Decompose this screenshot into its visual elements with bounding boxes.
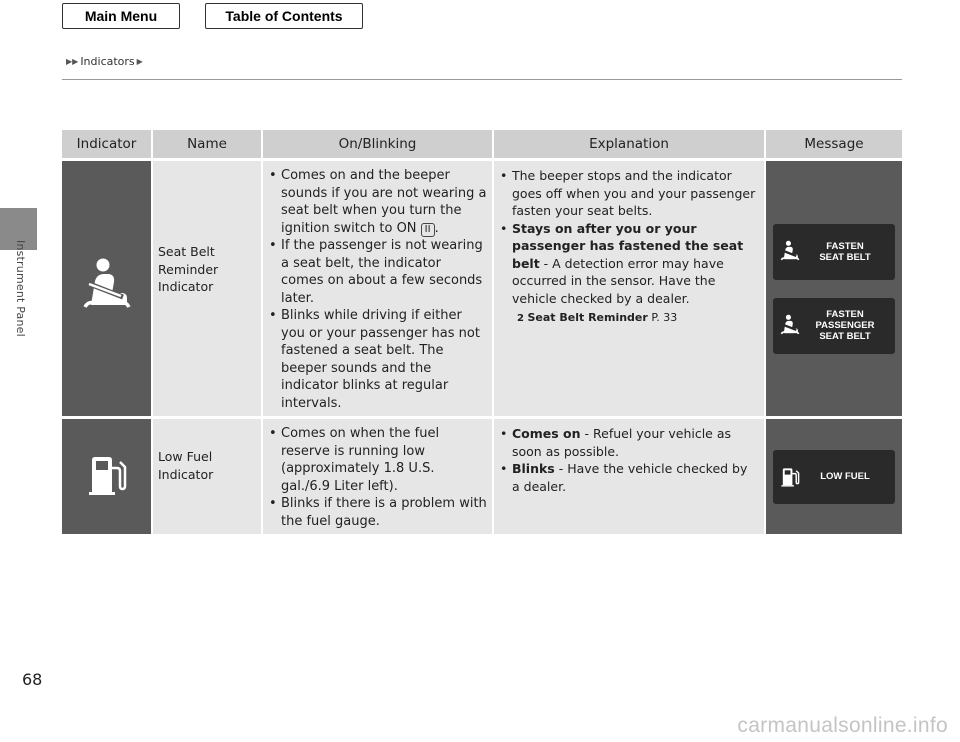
name-line: Reminder: [158, 261, 219, 277]
explanation-cell: [494, 158, 766, 416]
header-name: Name: [153, 130, 263, 158]
cross-reference-link[interactable]: 2 Seat Belt Reminder P. 33: [517, 311, 678, 324]
message-cell: [766, 416, 902, 534]
table-header-row: [62, 130, 902, 158]
fuel-pump-icon: [84, 452, 130, 498]
list-item: • The beeper stops and the indicator goes off when you and your passenger fasten your seat belts.: [499, 167, 759, 220]
breadcrumb: [66, 55, 143, 68]
message-display-low-fuel: LOW FUEL: [773, 450, 895, 504]
main-menu-button[interactable]: Main Menu: [62, 3, 180, 29]
indicator-name-cell: [153, 158, 263, 416]
list-item: • Comes on when the fuel reserve is running low (approximately 1.8 U.S. gal./6.9 Liter left).: [268, 425, 487, 495]
list-item: • If the passenger is not wearing a seat belt, the indicator comes on about a few seconds later.: [268, 237, 487, 307]
page-number: 68: [22, 670, 43, 689]
header-on-blinking: On/Blinking: [263, 130, 494, 158]
message-display-fasten-passenger-seat-belt: FASTEN PASSENGER SEAT BELT: [773, 298, 895, 354]
breadcrumb-label[interactable]: Indicators: [80, 55, 135, 68]
on-blinking-cell: [263, 416, 494, 534]
header-message: Message: [766, 130, 902, 158]
header-explanation: Explanation: [494, 130, 766, 158]
breadcrumb-arrow-icon: ▶▶: [66, 57, 79, 66]
seat-belt-icon: [779, 313, 801, 339]
on-blinking-cell: [263, 158, 494, 416]
name-line: Indicator: [158, 279, 214, 294]
list-item: • Blinks if there is a problem with the fuel gauge.: [268, 495, 487, 530]
table-row-seat-belt: [62, 158, 902, 416]
breadcrumb-arrow-icon: ▶: [136, 57, 143, 66]
header-indicator: Indicator: [62, 130, 153, 158]
section-side-label: Instrument Panel: [14, 240, 27, 337]
message-cell: [766, 158, 902, 416]
name-line: Seat Belt: [158, 244, 215, 259]
watermark: carmanualsonline.info: [737, 714, 948, 737]
list-item: • Comes on - Refuel your vehicle as soon as possible.: [499, 425, 759, 460]
seat-belt-icon: [79, 257, 135, 317]
indicator-cell: [62, 158, 153, 416]
list-item: • Blinks while driving if either you or your passenger has not fastened a seat belt. The beeper sounds and the indicator blinks at regular intervals.: [268, 307, 487, 412]
message-display-fasten-seat-belt: FASTEN SEAT BELT: [773, 224, 895, 280]
table-of-contents-button[interactable]: Table of Contents: [205, 3, 363, 29]
name-line: Low Fuel: [158, 449, 213, 464]
list-item: • Comes on and the beeper sounds if you are not wearing a seat belt when you turn the ignition switch to ON II .: [268, 167, 487, 237]
indicator-name-cell: [153, 416, 263, 534]
list-item: • Stays on after you or your passenger has fastened the seat belt - A detection error may have occurred in the sensor. Have the vehicle checked by a dealer.: [499, 220, 759, 308]
ignition-key-icon: II: [421, 223, 435, 237]
header-divider: [62, 79, 902, 80]
explanation-cell: [494, 416, 766, 534]
fuel-pump-icon: [779, 466, 801, 488]
reference-arrow-icon: 2: [517, 313, 524, 324]
list-item: • Blinks - Have the vehicle checked by a dealer.: [499, 460, 759, 495]
indicator-cell: [62, 416, 153, 534]
seat-belt-icon: [779, 239, 801, 265]
name-line: Indicator: [158, 466, 214, 482]
table-row-low-fuel: [62, 416, 902, 534]
indicator-table: [62, 130, 902, 534]
